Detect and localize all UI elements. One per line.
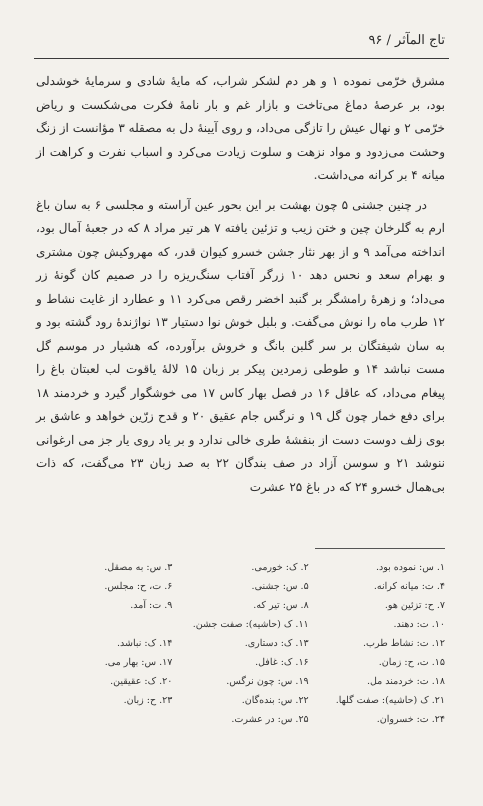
footnote-rule [315, 548, 445, 549]
footnote: ۳. س: به مصقل. [104, 562, 173, 573]
main-text [36, 70, 445, 499]
paragraph: در چنین جشنی ۵ چون بهشت بر این بحور عین آراسته و مجلسی ۶ به سان باغ ارم به گلرخان چین و ختن زیب و تزئین یافته ۷ هر تیر مراد ۸ که در جعبهٔ آمال بود، انداخته می‌آمد ۹ و از بهر نثار جشن خسرو کیوان قدر، که مهروکیش چون مشتری و بهرام سعد و نحس دهد ۱۰ زرگر آفتاب سنگ‌ریزه را در صمیم کان گونهٔ زر می‌داد؛ و زهرهٔ رامشگر بر گنبد اخضر رقص می‌کرد ۱۱ و عطارد از غایت نشاط و ۱۲ طرب ماه را نوش می‌گفت. و بلبل خوش نوا دستیار ۱۳ نواژندهٔ رود گشته بود و به سان شیفتگان بر سر گلبن بانگ و خروش برآورده، که هشیار در موسم گل مست نباشد ۱۴ و طوطی زمردین پیکر بر زبان ۱۵ لالهٔ یاقوت لب لعبتان باغ را پیغام می‌داد، که عاقل ۱۶ در فصل بهار کاس ۱۷ می خوشگوار گیرد و خردمند ۱۸ برای دفع خمار چون گل ۱۹ و نرگس جام عقیق ۲۰ و قدح زرّین خواهد و عاشق بر بوی زلف دوست دست از بنفشهٔ طری خالی ندارد و بر یاد روی یار جز می ارغوانی ننوشد ۲۱ و سوسن آزاد در صف بندگان ۲۲ به صد زبان ۲۳ می‌گفت، که ذات بی‌همال خسرو ۲۴ که در باغ ۲۵ عشرت [36, 197, 446, 494]
paragraph: مشرق خرّمی نموده ۱ و هر دم لشکر شراب، که مایهٔ شادی و سرمایهٔ خوشدلی بود، بر عرصهٔ دماغ می‌تاخت و بازار غم و بار نامهٔ فکرت می‌شکست و ریاض خرّمی ۲ و نهال عیش را تازگی می‌داد، و روی آیینهٔ دل به مصقله ۳ مؤانست از زنگ وحشت می‌زدود و مواد نزهت و سلوت زیادت می‌کرد و اسباب نفرت و کراهت از میانه ۴ بر کرانه می‌داشت. [36, 74, 445, 182]
footnote: ۴. ت: میانه کرانه. [373, 581, 445, 592]
footnote: ۲۵. س: در عشرت. [231, 714, 309, 725]
footnote: ۱۹. س: چون نرگس. [226, 676, 309, 687]
footnote: ۹. ت: آمد. [130, 600, 173, 611]
footnote: ۲۳. ح: زبان. [123, 695, 173, 706]
footnote: ۱۳. ک: دستاری. [244, 638, 309, 649]
header-rule [34, 58, 449, 59]
footnotes [50, 560, 445, 727]
footnote: ۱۲. ت: نشاط طرب. [362, 638, 445, 649]
footnote [50, 617, 172, 632]
footnote: ۲۱. ک (حاشیه): صفت گلها. [335, 695, 445, 706]
running-head: تاج المآثر / ۹۶ [368, 33, 445, 48]
footnote: ۱۵. ت، ح: زمان. [378, 657, 445, 668]
footnote: ۱۶. ک: غافل. [255, 657, 309, 668]
footnote: ۵. س: جشنی. [251, 581, 309, 592]
footnote: ۸. س: تیر که. [253, 600, 309, 611]
footnote: ۲. ک: خورمی. [251, 562, 309, 573]
footnote: ۱۷. س: بهار می. [104, 657, 173, 668]
footnote: ۶. ت، ح: مجلس. [104, 581, 173, 592]
footnote [50, 712, 172, 727]
footnote: ۲۴. ت: خسروان. [376, 714, 445, 725]
footnote: ۷. ح: تزئین هو. [384, 600, 445, 611]
footnote: ۱۴. ک: نباشد. [116, 638, 173, 649]
footnote: ۱. س: نموده بود. [375, 562, 445, 573]
footnote: ۲۲. س: بنده‌گان. [241, 695, 309, 706]
footnote: ۱۸. ت: خردمند مل. [366, 676, 445, 687]
footnote: ۲۰. ک: عقیقین. [110, 676, 173, 687]
footnote: ۱۰. ت: دهند. [393, 619, 445, 630]
footnote: ۱۱. ک (حاشیه): صفت جشن. [192, 619, 309, 630]
